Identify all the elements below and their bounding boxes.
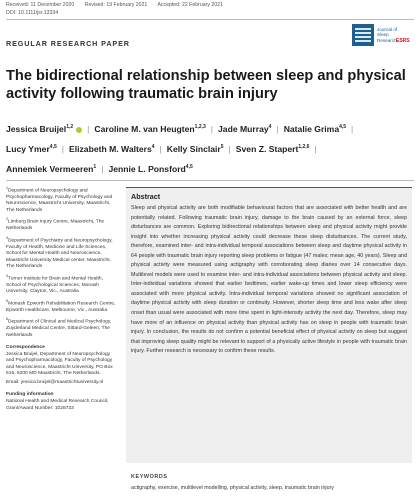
- author-name[interactable]: Lucy Ymer: [6, 143, 50, 154]
- header-divider: [6, 19, 414, 20]
- author-list: [6, 118, 411, 178]
- section-label: REGULAR RESEARCH PAPER: [6, 39, 130, 48]
- journal-cover-icon: [355, 28, 371, 44]
- author-affiliation-marker: 1,2: [66, 124, 74, 130]
- abstract-text: Sleep and physical activity are both modifiable behavioural factors that are associated with better health and are potentially related. Following traumatic brain injury, damage to the brain caused by an external force, sleep disturbances are common. Exploring bidirectional relationships between sleep and physical activity might provide insight into whether increasing physical activity could decrease these sleep disturbances. The current study, therefore, examined inter- and intra-individual temporal associations between sleep and daytime physical activity in 64 people with traumatic brain injury reporting sleep problems or fatigue (47 males; mean age, 40 years). Sleep and physical activity were measured using actigraphy with corroborating sleep diaries over 14 consecutive days. Multilevel models were used to examine inter- and intra-individual associations between physical activity and sleep. Inter-individual variations showed that earlier bedtimes, earlier wake-up times and lower sleep efficiency were associated with more physical activity. Intra-individual temporal variations showed no significant association of daytime physical activity with sleep duration or continuity. However, shorter sleep time and less wake after sleep onset than usual were associated with more time spent in light-intensity activity the next day. Therefore, sleep may have more of an influence on physical activity than physical activity has on sleep in people with traumatic brain injury. In conclusion, the results do not confirm a potential beneficial effect of physical activity on sleep but suggest that improving sleep quality might be relevant to support of a physically active lifestyle in people with traumatic brain injury. Further research is necessary to confirm these results.: [131, 205, 407, 355]
- funding-heading: Funding information: [6, 392, 54, 398]
- author-affiliation-marker: 1: [93, 163, 97, 170]
- author-name[interactable]: Sven Z. Stapert: [235, 143, 299, 154]
- affiliation-text: Limburg Brain Injury Centre, Maastricht, The Netherlands: [6, 219, 105, 232]
- society-logo: ESRS: [396, 38, 410, 44]
- author-name[interactable]: Kelly Sinclair: [166, 143, 221, 154]
- doi[interactable]: DOI: 10.1111/jsr.13334: [6, 10, 59, 16]
- affiliation-item: [6, 185, 118, 214]
- affiliation-text: Department of Psychiatry and Neuropsychology, Faculty of Health, Medicine and Life Sciences, School for Mental Health and Neuroscience, Maastricht University Medical center, Maastricht, The Netherlands: [6, 238, 113, 269]
- abstract-heading: Abstract: [131, 192, 161, 201]
- author-affiliation-marker: 4,5: [339, 124, 347, 130]
- affiliation-list: [6, 185, 118, 339]
- affiliation-item: [6, 216, 118, 232]
- author-separator: |: [87, 123, 90, 134]
- author-separator: |: [210, 123, 214, 134]
- affiliation-number: 2: [6, 217, 8, 222]
- affiliation-number: 1: [6, 186, 8, 190]
- author-separator: |: [228, 143, 231, 154]
- affiliation-text: Department of Clinical and Medical Psychology, Zuyderland Medical Centre, Sittard-Geleen, The Netherlands: [6, 320, 112, 338]
- abstract-box: [126, 187, 412, 463]
- correspondence-heading: Correspondence: [6, 344, 45, 350]
- orcid-icon[interactable]: [76, 127, 82, 133]
- affiliation-text: Department of Neuropsychology and Psychopharmacology, Faculty of Psychology and Neuroscience, Maastricht University, Maastricht, The Netherlands: [6, 188, 113, 213]
- affiliation-item: [6, 273, 118, 296]
- author-separator: |: [351, 123, 354, 134]
- author-name[interactable]: Annemiek Vermeeren: [6, 163, 94, 174]
- affiliation-text: Turner Institute for Brain and Mental Health, School of Psychological Sciences, Monash University, Clayton, Vic., Australia: [6, 276, 103, 294]
- affiliation-number: 6: [6, 317, 8, 322]
- author-affiliation-marker: 4,5: [49, 143, 57, 150]
- author-affiliation-marker: 5: [220, 143, 224, 150]
- author-separator: |: [61, 143, 64, 154]
- author-name[interactable]: Jessica Bruijel: [6, 123, 67, 134]
- authors-divider: [6, 180, 414, 181]
- author-separator: |: [159, 143, 162, 154]
- correspondence-email[interactable]: Email: jessica.bruijel@maastrichtuniversity.nl: [6, 379, 104, 385]
- author-name[interactable]: Elizabeth M. Walters: [68, 143, 152, 154]
- dates-line: [6, 2, 232, 8]
- keywords-heading: KEYWORDS: [131, 474, 168, 480]
- author-separator: |: [276, 123, 279, 134]
- revised-date: Revised: 19 February 2021: [84, 2, 148, 8]
- affiliation-number: 5: [6, 298, 8, 303]
- author-name[interactable]: Jade Murray: [218, 123, 269, 134]
- author-name[interactable]: Caroline M. van Heugten: [94, 123, 195, 134]
- journal-cover-logo: [352, 24, 374, 46]
- funding-text: National Health and Medical Research Council, Grant/Award Number: 1028733: [6, 399, 109, 411]
- author-separator: |: [314, 143, 317, 154]
- author-affiliation-marker: 1,2,6: [298, 143, 310, 150]
- journal-name: Journal of Sleep Research: [377, 27, 398, 43]
- affiliation-text: Monash Epworth Rehabilitation Research Centre, Epworth Healthcare, Melbourne, Vic., Australia: [6, 301, 116, 313]
- author-affiliation-marker: 4: [151, 143, 155, 150]
- affiliation-item: [6, 316, 118, 339]
- affiliation-item: [6, 235, 118, 270]
- accepted-date: Accepted: 22 February 2021: [157, 2, 223, 8]
- author-affiliation-marker: 1,2,3: [194, 124, 206, 130]
- author-separator: |: [101, 163, 104, 174]
- author-affiliation-marker: 4,5: [185, 163, 193, 170]
- author-affiliation-marker: 4: [268, 124, 272, 130]
- keywords-text: actigraphy, exercise, multilevel modelling, physical activity, sleep, traumatic brain injury: [131, 485, 334, 491]
- received-date: Received: 11 December 2020: [6, 2, 75, 8]
- affiliation-number: 4: [6, 273, 8, 278]
- author-name[interactable]: Jennie L. Ponsford: [108, 163, 186, 174]
- affiliation-number: 3: [6, 236, 8, 241]
- author-name[interactable]: Natalie Grima: [283, 123, 340, 134]
- article-title: The bidirectional relationship between sleep and physical activity following traumatic brain injury: [6, 68, 406, 102]
- correspondence-address: Jessica Bruijel, Department of Neuropsychology and Psychopharmacology, Faculty of Psychology and Neuroscience, Maastricht University, PO Box 616, 6200 MD Maastricht, The Netherlands.: [6, 352, 113, 377]
- affiliation-item: [6, 298, 118, 314]
- affiliations-column: [6, 185, 118, 415]
